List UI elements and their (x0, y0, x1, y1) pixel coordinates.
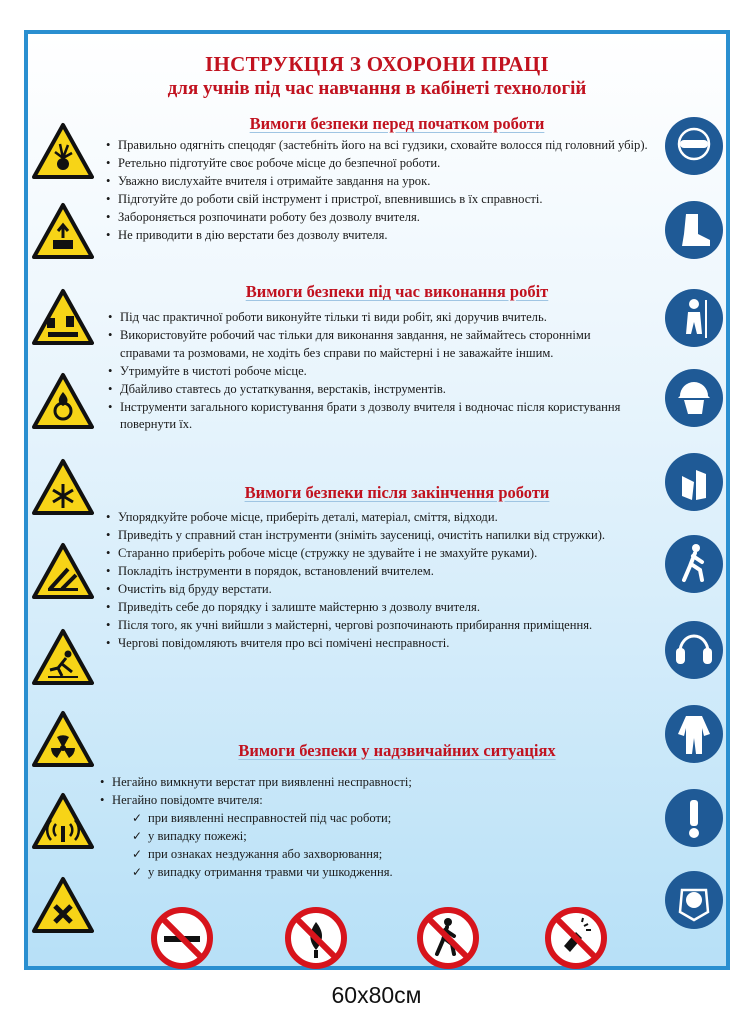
section-list-during-work (108, 309, 628, 434)
list-item: • Покладіть інструменти в порядок, встановлений вчителем. (106, 563, 641, 581)
harmful-substance-warning-icon (32, 876, 94, 934)
safety-boots-icon (664, 200, 724, 260)
list-item: • Підготуйте до роботи свій інструмент і пристрої, впевнившись в їх справності. (106, 191, 651, 209)
list-item: • Приведіть у справний стан інструменти (зніміть заусениці, очистіть напилки від стружки). (106, 527, 641, 545)
list-item: ✓ при ознаках нездужання або захворювання; (132, 846, 612, 864)
poster-subtitle: для учнів під час навчання в кабінеті технологій (167, 78, 587, 99)
walkway-icon (664, 534, 724, 594)
list-item: • Дбайливо ставтесь до устаткування, верстаків, інструментів. (108, 381, 628, 399)
low-temperature-warning-icon (32, 458, 94, 516)
no-entry-icon (416, 906, 480, 970)
section-list-after-work (106, 509, 641, 653)
protective-suit-icon (664, 704, 724, 764)
list-item: • Очистіть від бруду верстати. (106, 581, 641, 599)
list-item: • Негайно повідомте вчителя: (100, 792, 620, 810)
list-item: • Під час практичної роботи виконуйте тільки ті види робіт, які доручив вчитель. (108, 309, 628, 327)
list-item: ✓ при виявленні несправностей під час роботи; (132, 810, 612, 828)
safety-goggles-icon (664, 116, 724, 176)
safety-poster (24, 30, 730, 970)
cutting-tool-warning-icon (32, 542, 94, 600)
section-heading-emergency: Вимоги безпеки у надзвичайних ситуаціях (238, 741, 556, 760)
ear-protection-icon (664, 620, 724, 680)
gloves-icon (664, 452, 724, 512)
slippery-floor-warning-icon (32, 628, 94, 686)
corrosive-warning-icon (32, 288, 94, 346)
flammable-warning-icon (32, 372, 94, 430)
list-item: • Упорядкуйте робоче місце, приберіть деталі, матеріал, сміття, відходи. (106, 509, 641, 527)
section-heading-during-work: Вимоги безпеки під час виконання робіт (245, 282, 549, 301)
radiation-warning-icon (32, 710, 94, 768)
section-heading-after-work: Вимоги безпеки після закінчення роботи (244, 483, 550, 502)
list-item: • Правильно одягніть спецодяг (застебніть його на всі гудзики, сховайте волосся під головний убір). (106, 137, 651, 155)
list-item: • Інструменти загального користування брати з дозволу вчителя і водночас після користування повернути їх. (108, 399, 628, 434)
list-item: • Не приводити в дію верстати без дозволу вчителя. (106, 227, 651, 245)
no-water-extinguishing-icon (544, 906, 608, 970)
list-item: ✓ у випадку пожежі; (132, 828, 612, 846)
poster-size-label: 60x80см (331, 982, 422, 1008)
hard-hat-icon (664, 368, 724, 428)
oxidizing-warning-icon (32, 202, 94, 260)
section-list-emergency (100, 774, 620, 810)
section-heading-before-work: Вимоги безпеки перед початком роботи (249, 114, 545, 133)
list-item: • Приведіть себе до порядку і залиште майстерню з дозволу вчителя. (106, 599, 641, 617)
no-smoking-icon (150, 906, 214, 970)
poster-title: ІНСТРУКЦІЯ З ОХОРОНИ ПРАЦІ (205, 52, 549, 76)
general-mandatory-icon (664, 788, 724, 848)
list-item: • Утримуйте в чистоті робоче місце. (108, 363, 628, 381)
no-open-flame-icon (284, 906, 348, 970)
list-item: • Старанно приберіть робоче місце (стружку не здувайте і не змахуйте руками). (106, 545, 641, 563)
face-shield-icon (664, 870, 724, 930)
list-item: • Після того, як учні вийшли з майстерні, чергові розпочинають прибирання приміщення. (106, 617, 641, 635)
safety-harness-icon (664, 288, 724, 348)
explosive-warning-icon (32, 122, 94, 180)
list-item: • Ретельно підготуйте своє робоче місце до безпечної роботи. (106, 155, 651, 173)
list-item: • Забороняється розпочинати роботу без дозволу вчителя. (106, 209, 651, 227)
list-item: • Негайно вимкнути верстат при виявленні несправності; (100, 774, 620, 792)
emergency-sublist (132, 810, 612, 882)
list-item: • Уважно вислухайте вчителя і отримайте завдання на урок. (106, 173, 651, 191)
list-item: • Чергові повідомляють вчителя про всі помічені несправності. (106, 635, 641, 653)
list-item: ✓ у випадку отримання травми чи ушкодження. (132, 864, 612, 882)
list-item: • Використовуйте робочий час тільки для виконання завдання, не займайтесь сторонніми справами та розмовами, не ходіть без справи по майстерні і не заважайте іншим. (108, 327, 628, 362)
radio-waves-warning-icon (32, 792, 94, 850)
section-list-before-work (106, 137, 651, 245)
